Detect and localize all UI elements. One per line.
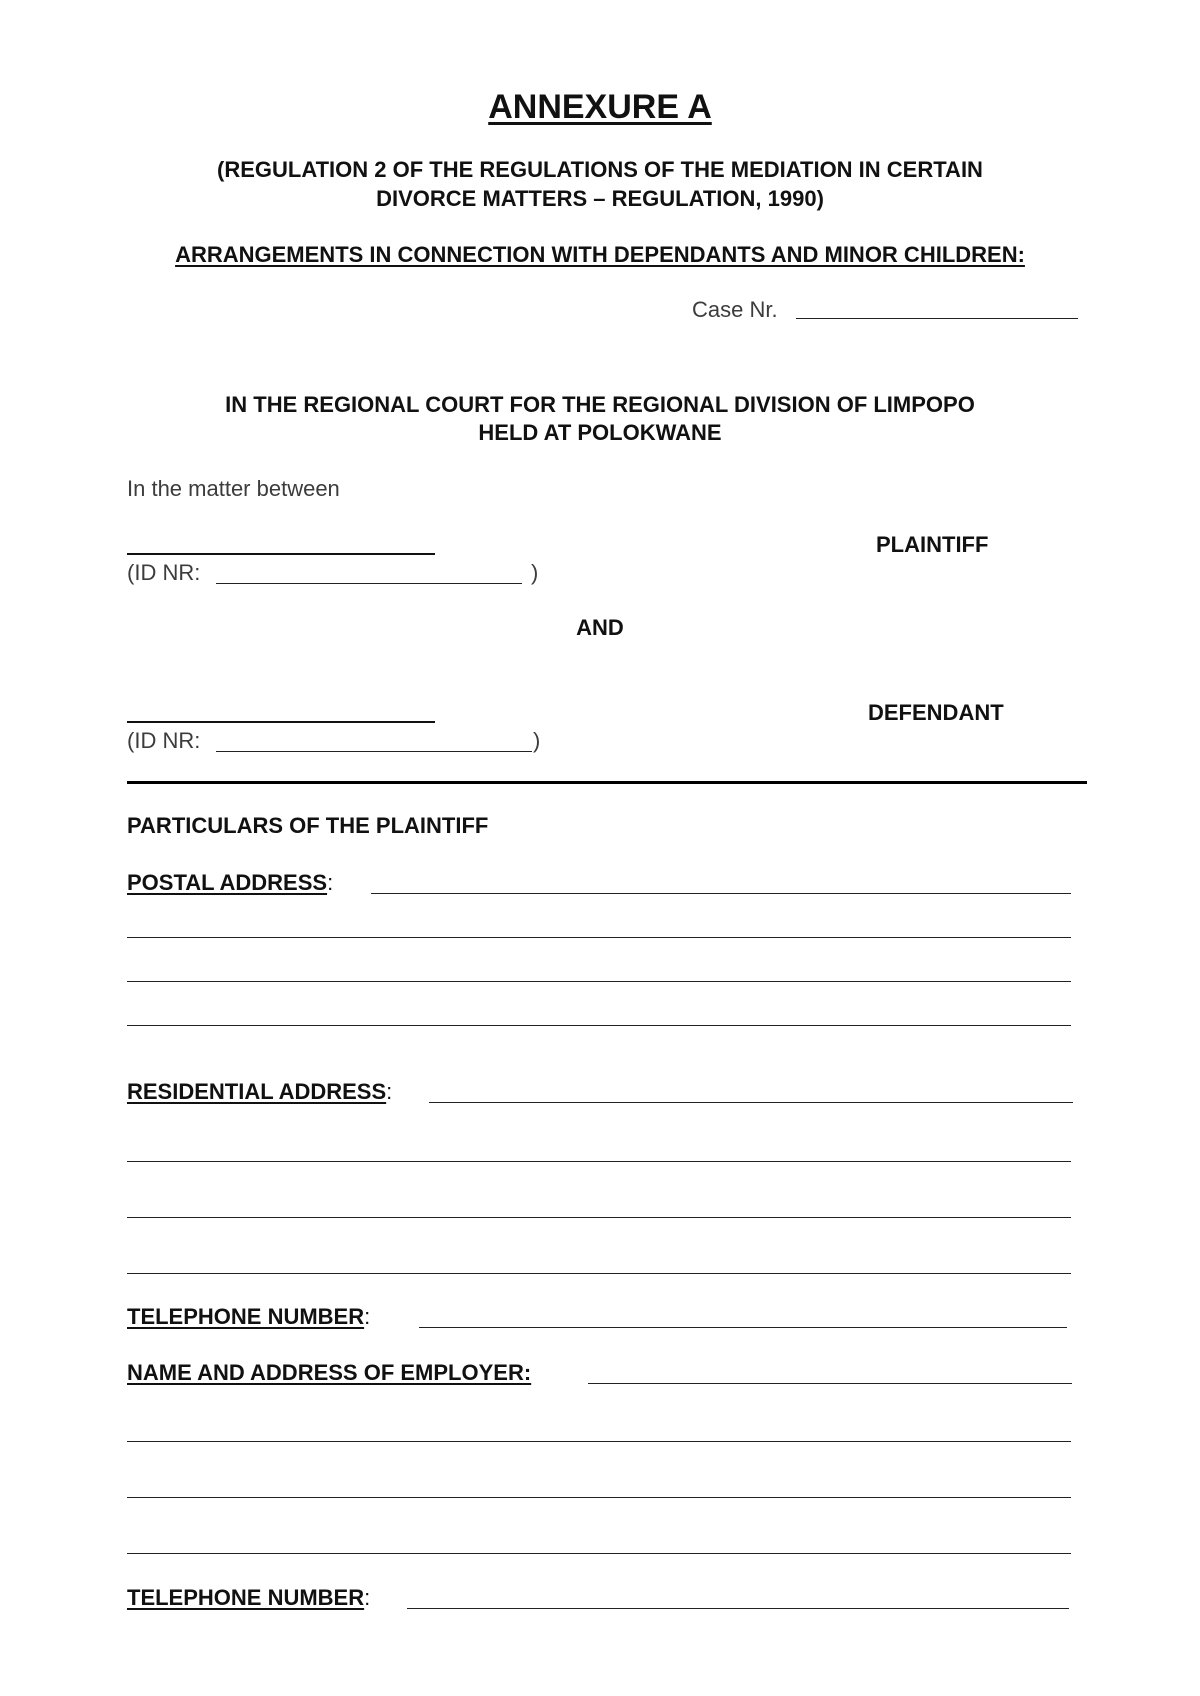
regulation-line-1: (REGULATION 2 OF THE REGULATIONS OF THE MEDIATION IN CERTAIN — [217, 157, 983, 182]
telephone-number-field[interactable] — [419, 1327, 1067, 1328]
residential-address-field-3[interactable] — [127, 1217, 1071, 1218]
court-line-2: HELD AT POLOKWANE — [478, 420, 722, 445]
page-title: ANNEXURE A — [488, 88, 712, 126]
employer-telephone-field[interactable] — [407, 1608, 1069, 1609]
residential-address-field-1[interactable] — [429, 1102, 1073, 1103]
particulars-heading: PARTICULARS OF THE PLAINTIFF — [127, 813, 489, 838]
defendant-id-label: (ID NR: — [127, 728, 201, 753]
postal-address-colon: : — [327, 870, 334, 895]
telephone-number-label: TELEPHONE NUMBER — [127, 1304, 365, 1329]
defendant-name-field[interactable] — [127, 721, 435, 723]
postal-address-field-1[interactable] — [371, 893, 1071, 894]
employer-field-1[interactable] — [588, 1383, 1072, 1384]
case-number-label: Case Nr. — [692, 297, 778, 322]
plaintiff-id-field[interactable] — [216, 583, 522, 584]
postal-address-label: POSTAL ADDRESS — [127, 870, 328, 895]
section-divider — [127, 781, 1087, 784]
plaintiff-id-label: (ID NR: — [127, 560, 201, 585]
arrangements-heading: ARRANGEMENTS IN CONNECTION WITH DEPENDANTS AND MINOR CHILDREN: — [175, 242, 1025, 267]
residential-address-field-2[interactable] — [127, 1161, 1071, 1162]
plaintiff-name-field[interactable] — [127, 553, 435, 555]
employer-telephone-colon: : — [364, 1585, 371, 1610]
postal-address-field-4[interactable] — [127, 1025, 1071, 1026]
residential-address-field-4[interactable] — [127, 1273, 1071, 1274]
case-number-field[interactable] — [796, 318, 1078, 319]
defendant-id-field[interactable] — [216, 751, 532, 752]
employer-label: NAME AND ADDRESS OF EMPLOYER: — [127, 1360, 532, 1385]
postal-address-field-2[interactable] — [127, 937, 1071, 938]
matter-intro: In the matter between — [127, 476, 340, 501]
regulation-line-2: DIVORCE MATTERS – REGULATION, 1990) — [376, 186, 824, 211]
employer-field-2[interactable] — [127, 1441, 1071, 1442]
residential-address-label: RESIDENTIAL ADDRESS — [127, 1079, 387, 1104]
court-line-1: IN THE REGIONAL COURT FOR THE REGIONAL DIVISION OF LIMPOPO — [225, 392, 975, 417]
residential-address-colon: : — [386, 1079, 393, 1104]
defendant-label: DEFENDANT — [868, 700, 1004, 725]
defendant-id-close: ) — [533, 728, 541, 753]
postal-address-field-3[interactable] — [127, 981, 1071, 982]
telephone-number-colon: : — [364, 1304, 371, 1329]
plaintiff-label: PLAINTIFF — [876, 532, 989, 557]
and-label: AND — [576, 615, 624, 640]
employer-telephone-label: TELEPHONE NUMBER — [127, 1585, 365, 1610]
employer-field-3[interactable] — [127, 1497, 1071, 1498]
plaintiff-id-close: ) — [531, 560, 539, 585]
employer-field-4[interactable] — [127, 1553, 1071, 1554]
